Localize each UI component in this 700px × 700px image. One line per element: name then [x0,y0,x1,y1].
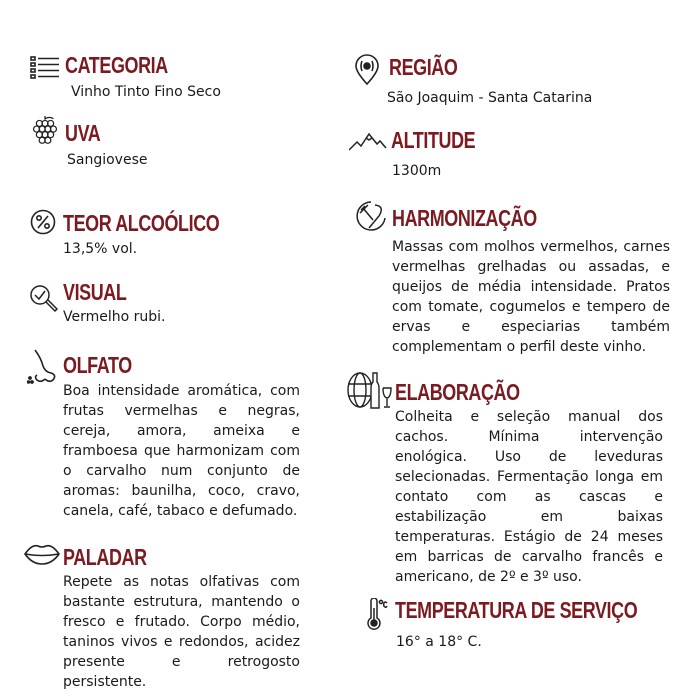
visual-text: Vermelho rubi. [63,309,166,325]
harmonizacao-text: Massas com molhos vermelhos, carnes vermelhas grelhadas ou assadas, e queijos de média intensidade. Pratos com tomate, cogumelos e tempero de ervas e especiarias também complementam o perfil deste vinho. [392,239,670,355]
nose-icon [27,348,59,384]
list-icon [30,52,60,82]
teor-title: TEOR ALCOÓLICO [63,210,220,236]
altitude-text: 1300m [392,163,442,179]
lips-icon [24,542,60,566]
altitude-title: ALTITUDE [391,127,476,153]
paladar-text: Repete as notas olfativas com bastante estrutura, mantendo o fresco e frutado. Corpo médio, taninos vivos e redondos, acidez presente e retrogosto persistente. [63,574,300,690]
magnifier-check-icon [28,284,58,314]
uva-title: UVA [65,120,101,146]
elaboracao-title: ELABORAÇÃO [395,379,520,405]
grape-icon [30,115,60,145]
location-pin-icon [354,54,380,86]
thermometer-icon [366,598,388,630]
visual-title: VISUAL [63,279,127,305]
percent-icon [29,208,57,236]
temperatura-text: 16° a 18° C. [396,634,482,650]
categoria-text: Vinho Tinto Fino Seco [71,84,221,100]
teor-text: 13,5% vol. [63,241,138,257]
paladar-title: PALADAR [63,544,147,570]
fork-knife-icon [355,200,387,234]
regiao-title: REGIÃO [389,54,458,80]
olfato-text: Boa intensidade aromática, com frutas vermelhas e negras, cereja, amora, ameixa e framboesa que harmonizam com o carvalho num conjunto de aromas: baunilha, coco, cravo, canela, café, tabaco e defumado. [63,383,300,519]
barrel-bottle-glass-icon [346,370,392,410]
regiao-text: São Joaquim - Santa Catarina [387,90,593,106]
temperatura-title: TEMPERATURA DE SERVIÇO [395,597,638,623]
elaboracao-text: Colheita e seleção manual dos cachos. Mínima intervenção enológica. Uso de leveduras selecionadas. Fermentação longa em contato com as cascas e estabilização em baixas temperaturas. Estágio de 24 meses em barricas de carvalho francês e americano, de 2º e 3º uso. [395,409,663,585]
harmonizacao-title: HARMONIZAÇÃO [392,205,537,231]
olfato-title: OLFATO [63,352,132,378]
mountain-icon [349,130,387,152]
categoria-title: CATEGORIA [65,52,168,78]
uva-text: Sangiovese [67,152,148,168]
